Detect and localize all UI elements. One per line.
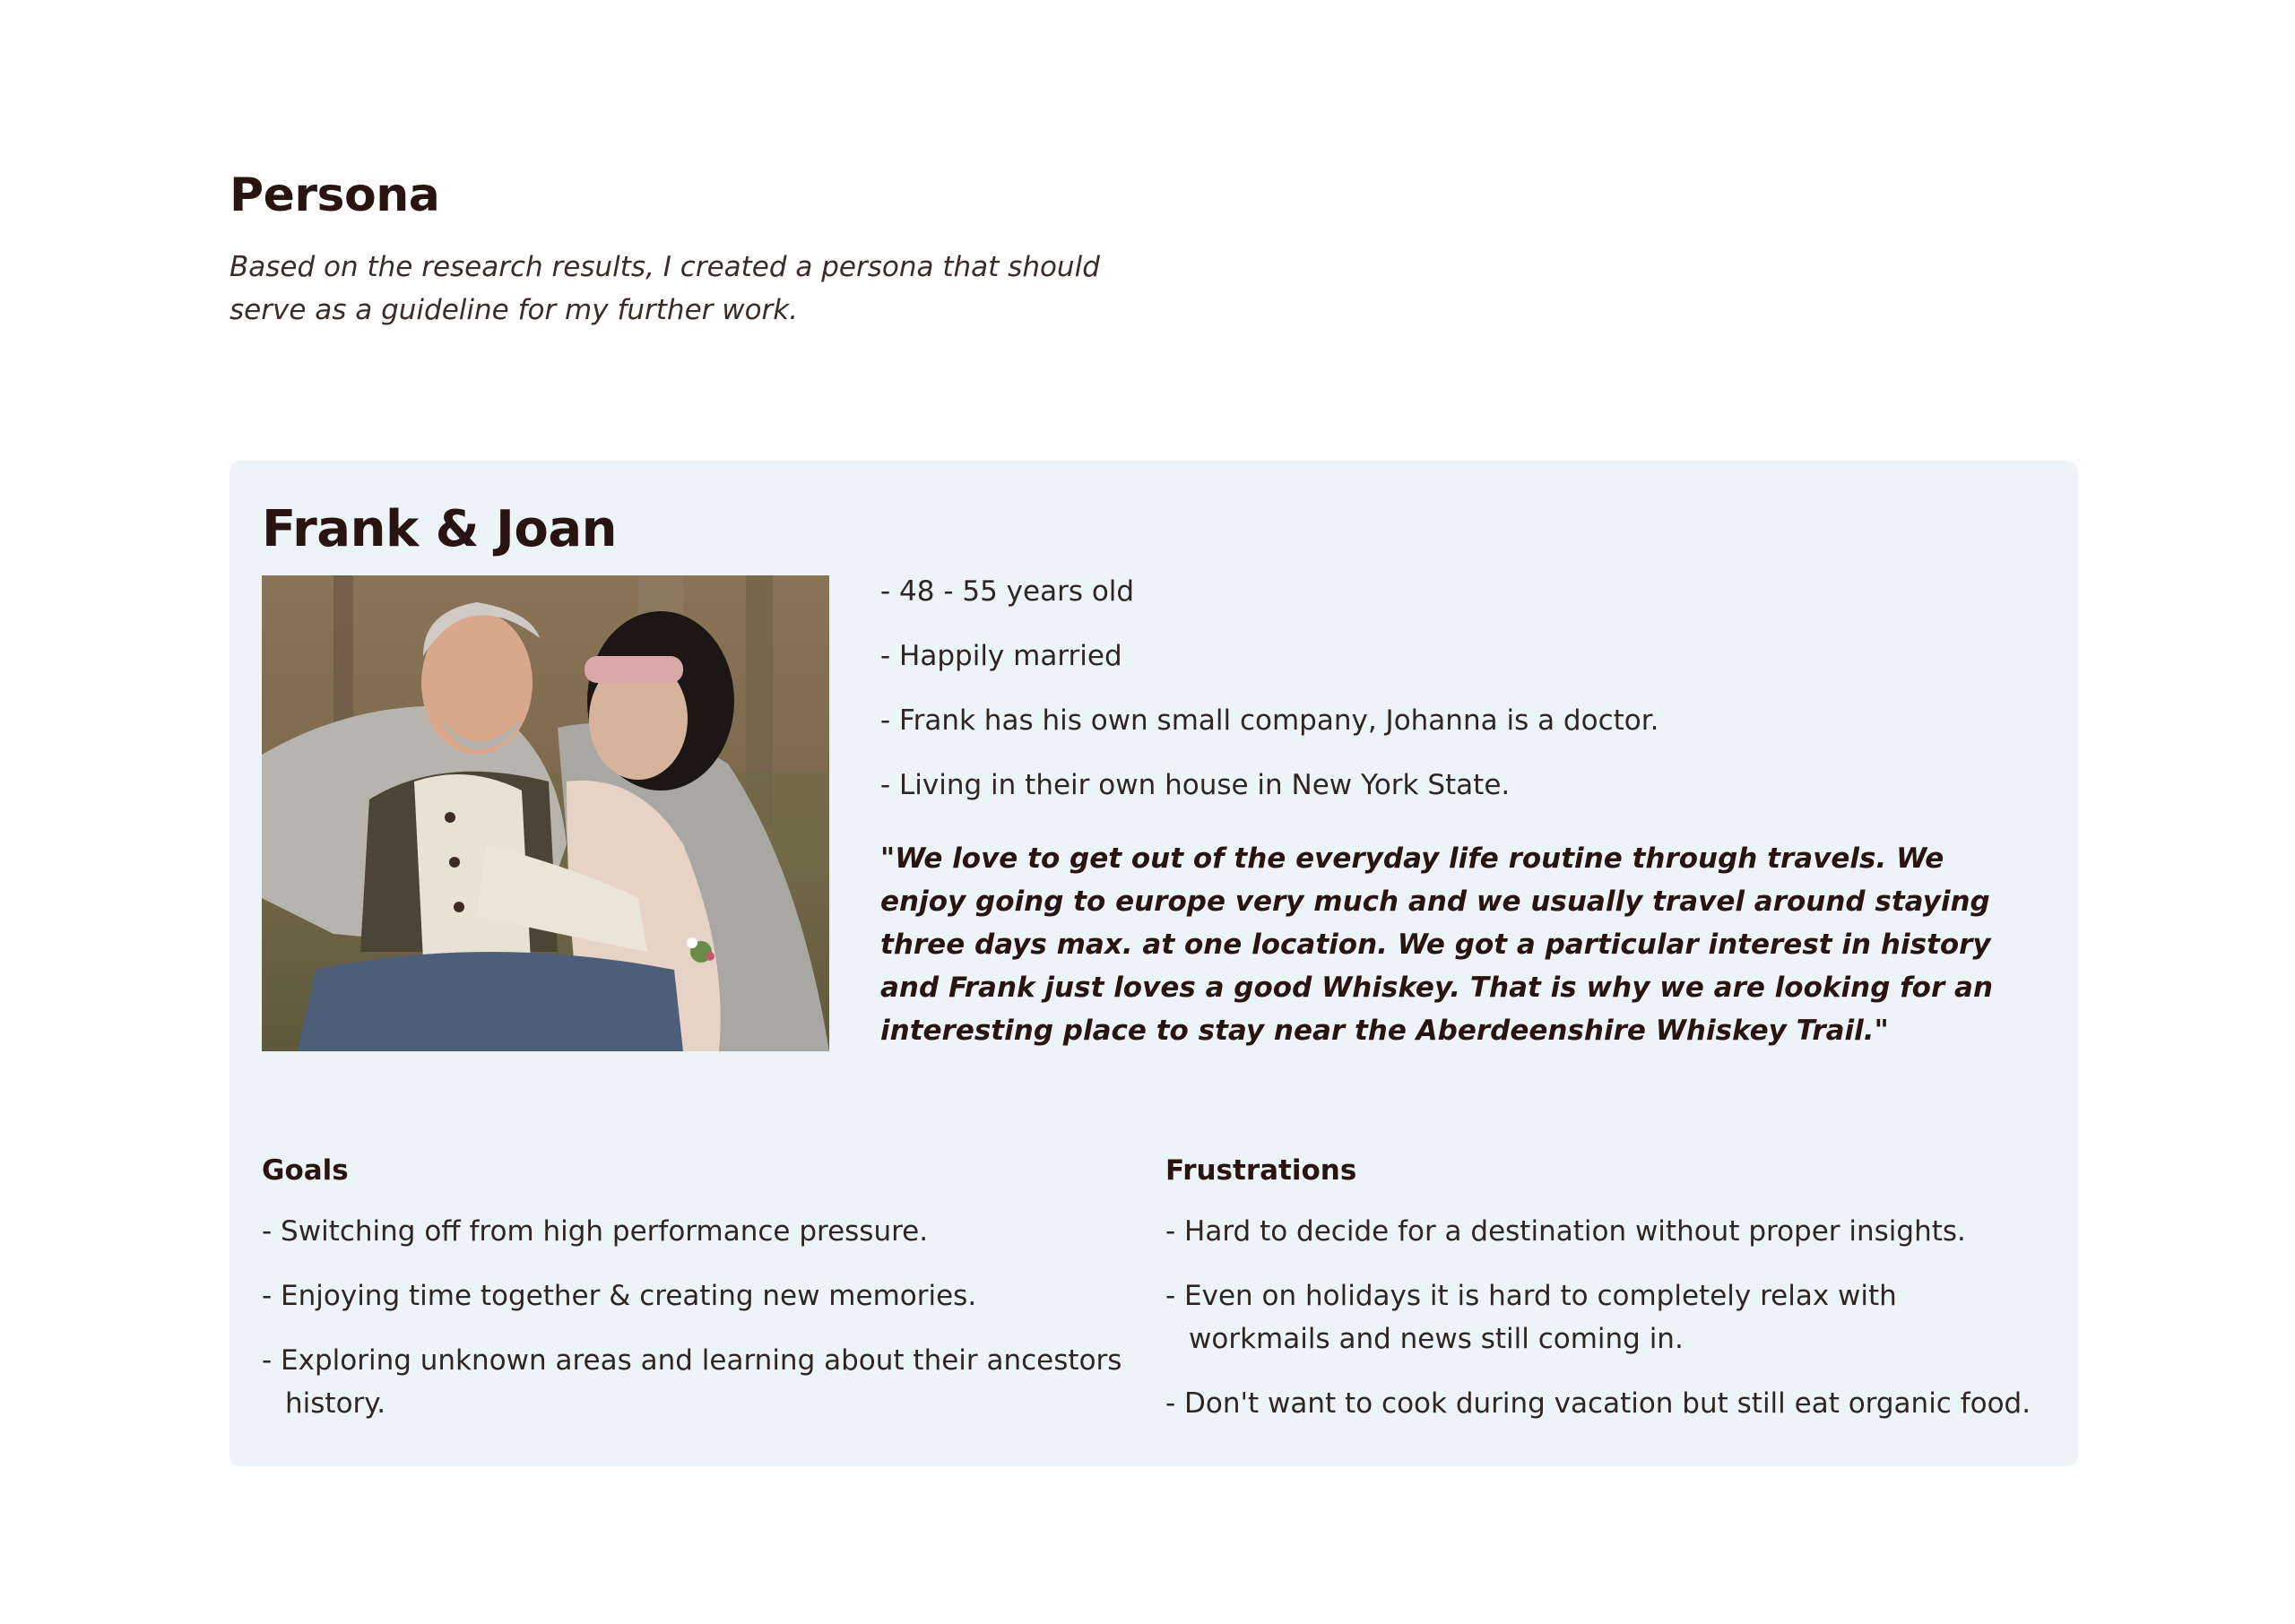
goals-section bbox=[262, 1151, 1140, 1447]
persona-quote: "We love to get out of the everyday life routine through travels. We enjoy going to europe very much and we usually travel around staying three days max. at one location. We got a particular interest in history and Frank just loves a good Whiskey. That is why we are looking for an interesting place to stay near the Aberdeenshire Whiskey Trail." bbox=[880, 842, 1994, 1047]
persona-facts bbox=[880, 570, 2037, 828]
goal-item: - Exploring unknown areas and learning about their ancestors history. bbox=[262, 1344, 1122, 1420]
persona-name: Frank & Joan bbox=[262, 500, 617, 558]
fact-residence: - Living in their own house in New York State. bbox=[880, 769, 1511, 801]
persona-photo bbox=[262, 575, 829, 1051]
goal-item: - Switching off from high performance pressure. bbox=[262, 1215, 929, 1248]
goals-list bbox=[262, 1210, 1140, 1425]
frustration-item: - Even on holidays it is hard to completely relax with workmails and news still coming in. bbox=[1165, 1280, 1897, 1355]
frustrations-list bbox=[1165, 1210, 2044, 1425]
persona-card bbox=[230, 461, 2078, 1466]
fact-occupation: - Frank has his own small company, Johanna is a doctor. bbox=[880, 704, 1659, 737]
fact-marital-status: - Happily married bbox=[880, 640, 1122, 672]
goals-heading: Goals bbox=[262, 1154, 349, 1187]
frustrations-section bbox=[1165, 1151, 2044, 1447]
frustration-item: - Hard to decide for a destination without proper insights. bbox=[1165, 1215, 1966, 1248]
frustration-item: - Don't want to cook during vacation but still eat organic food. bbox=[1165, 1387, 2031, 1420]
page-intro: Based on the research results, I created a persona that should serve as a guideline for my further work. bbox=[230, 251, 1100, 326]
fact-age: - 48 - 55 years old bbox=[880, 575, 1135, 608]
frustrations-heading: Frustrations bbox=[1165, 1154, 1357, 1187]
goal-item: - Enjoying time together & creating new memories. bbox=[262, 1280, 977, 1312]
page-title: Persona bbox=[230, 168, 440, 222]
